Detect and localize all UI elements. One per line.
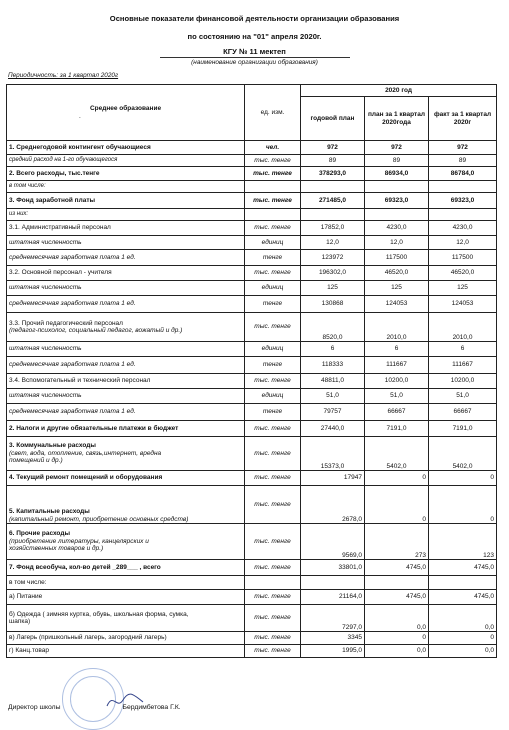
row-q1-fact: 51,0 [429, 389, 497, 404]
organization-underline [160, 57, 350, 58]
row-label: 3.4. Вспомогательный и технический персонал [7, 374, 245, 389]
row-annual-plan [301, 576, 365, 590]
row-label: 2. Налоги и другие обязательные платежи в бюджет [7, 421, 245, 437]
director-name: Бердимбетова Г.К. [122, 704, 181, 711]
row-q1-plan [365, 576, 429, 590]
row-unit: чел. [245, 141, 301, 155]
row-q1-plan: 5402,0 [365, 437, 429, 471]
header-education [7, 85, 245, 141]
row-label: в том числе: [7, 576, 245, 590]
row-unit: тыс. тенге [245, 421, 301, 437]
row-q1-plan: 4230,0 [365, 221, 429, 236]
table-row [7, 167, 497, 181]
row-unit: тыс. тенге [245, 266, 301, 281]
table-row [7, 281, 497, 296]
row-unit: тенге [245, 250, 301, 266]
organization-caption: (наименование организации образования) [191, 59, 318, 66]
signature-line [8, 704, 181, 711]
row-annual-plan: 118333 [301, 357, 365, 374]
row-q1-fact: 7191,0 [429, 421, 497, 437]
row-q1-plan: 7191,0 [365, 421, 429, 437]
table-row [7, 524, 497, 560]
header-education-label: Среднее образование [89, 105, 162, 113]
row-q1-plan: 2010,0 [365, 313, 429, 342]
row-annual-plan: 271485,0 [301, 193, 365, 209]
row-label-main: б) Одежда ( зимняя куртка, обувь, школьная форма, сумка, [9, 610, 189, 618]
table-row [7, 155, 497, 167]
row-q1-fact: 125 [429, 281, 497, 296]
row-label: 3.1. Административный персонал [7, 221, 245, 236]
table-row [7, 560, 497, 576]
row-unit [245, 209, 301, 221]
table-row [7, 632, 497, 645]
row-label-detail: (педагог-психолог, социальный педагог, вожатый и др.) [9, 327, 183, 334]
row-annual-plan: 196302,0 [301, 266, 365, 281]
table-row [7, 221, 497, 236]
row-unit: тыс. тенге [245, 313, 301, 342]
row-q1-fact: 0 [429, 471, 497, 486]
row-label [7, 524, 245, 560]
row-label: среднемесячная заработная плата 1 ед. [7, 296, 245, 313]
table-row [7, 374, 497, 389]
row-q1-plan: 0 [365, 632, 429, 645]
row-label-main: 3.3. Прочий педагогический персонал [9, 319, 123, 327]
row-q1-fact: 2010,0 [429, 313, 497, 342]
header-q1-plan: план за 1 квартал 2020года [365, 97, 429, 141]
row-q1-fact [429, 209, 497, 221]
row-q1-plan: 0,0 [365, 605, 429, 632]
row-unit: тыс. тенге [245, 437, 301, 471]
row-q1-plan: 6 [365, 342, 429, 357]
row-annual-plan: 123972 [301, 250, 365, 266]
header-unit: ед. изм. [245, 85, 301, 141]
row-q1-fact: 4745,0 [429, 590, 497, 605]
row-q1-fact: 972 [429, 141, 497, 155]
row-unit: тенге [245, 404, 301, 421]
row-q1-fact: 124053 [429, 296, 497, 313]
row-label: 3. Фонд заработной платы [7, 193, 245, 209]
table-row [7, 193, 497, 209]
row-q1-fact: 10200,0 [429, 374, 497, 389]
row-annual-plan: 15373,0 [301, 437, 365, 471]
row-label-main: 6. Прочие расходы [9, 530, 70, 538]
row-label-main: 5. Капитальные расходы [9, 508, 90, 516]
row-unit [245, 181, 301, 193]
row-unit: тыс. тенге [245, 560, 301, 576]
row-label: средний расход на 1-го обучающегося [7, 155, 245, 167]
row-label [7, 437, 245, 471]
row-q1-plan: 125 [365, 281, 429, 296]
row-q1-plan: 111667 [365, 357, 429, 374]
table-row [7, 357, 497, 374]
row-annual-plan: 27440,0 [301, 421, 365, 437]
row-q1-fact: 123 [429, 524, 497, 560]
row-label: в том числе: [7, 181, 245, 193]
row-label: 4. Текущий ремонт помещений и оборудования [7, 471, 245, 486]
table-row [7, 471, 497, 486]
row-annual-plan: 972 [301, 141, 365, 155]
row-label: а) Питание [7, 590, 245, 605]
row-unit: тыс. тенге [245, 524, 301, 560]
row-q1-plan: 124053 [365, 296, 429, 313]
table-row [7, 266, 497, 281]
report-title: Основные показатели финансовой деятельности организации образования [109, 14, 400, 23]
table-row [7, 250, 497, 266]
row-q1-plan [365, 181, 429, 193]
row-annual-plan: 7297,0 [301, 605, 365, 632]
row-label: 7. Фонд всеобуча, кол-во детей _289___ , всего [7, 560, 245, 576]
row-label: 1. Среднегодовой контингент обучающиеся [7, 141, 245, 155]
table-row [7, 645, 497, 658]
row-unit: тыс. тенге [245, 167, 301, 181]
row-label: г) Канц.товар [7, 645, 245, 658]
row-q1-plan: 69323,0 [365, 193, 429, 209]
table-row [7, 605, 497, 632]
row-unit: тыс. тенге [245, 193, 301, 209]
row-q1-plan: 4745,0 [365, 560, 429, 576]
table-row [7, 576, 497, 590]
row-label-detail: (капитальный ремонт, приобретение основных средств) [9, 515, 189, 523]
row-q1-fact: 4230,0 [429, 221, 497, 236]
row-q1-plan: 4745,0 [365, 590, 429, 605]
row-q1-plan: 46520,0 [365, 266, 429, 281]
row-annual-plan: 3345 [301, 632, 365, 645]
row-label: штатная численность [7, 236, 245, 250]
header-education-sub: . [79, 112, 81, 120]
row-unit: тыс. тенге [245, 374, 301, 389]
row-annual-plan: 33801,0 [301, 560, 365, 576]
row-annual-plan: 17947 [301, 471, 365, 486]
table-row [7, 421, 497, 437]
row-annual-plan: 9569,0 [301, 524, 365, 560]
row-label [7, 605, 245, 632]
table-row [7, 209, 497, 221]
row-label: в) Лагерь (пришкольный лагерь, загородний лагерь) [7, 632, 245, 645]
row-label: штатная численность [7, 389, 245, 404]
financial-indicators-table [6, 84, 497, 658]
row-unit: тыс. тенге [245, 645, 301, 658]
row-label-main: 3. Коммунальные расходы [9, 442, 96, 450]
row-q1-plan: 972 [365, 141, 429, 155]
row-q1-fact: 86784,0 [429, 167, 497, 181]
row-unit: тыс. тенге [245, 632, 301, 645]
row-unit: единиц [245, 342, 301, 357]
table-row [7, 236, 497, 250]
row-annual-plan: 125 [301, 281, 365, 296]
table-row [7, 404, 497, 421]
row-annual-plan: 17852,0 [301, 221, 365, 236]
table-row [7, 486, 497, 524]
row-label [7, 313, 245, 342]
row-label: среднемесячная заработная плата 1 ед. [7, 404, 245, 421]
row-q1-plan [365, 209, 429, 221]
row-q1-plan: 273 [365, 524, 429, 560]
row-q1-plan: 0,0 [365, 645, 429, 658]
row-label-detail-2: помещений и др.) [9, 457, 63, 465]
row-q1-fact: 12,0 [429, 236, 497, 250]
row-label: из них: [7, 209, 245, 221]
table-row [7, 296, 497, 313]
table-row [7, 389, 497, 404]
table-row [7, 342, 497, 357]
row-q1-plan: 12,0 [365, 236, 429, 250]
row-label-detail: шапка) [9, 618, 31, 625]
header-q1-fact: факт за 1 квартал 2020г [429, 97, 497, 141]
row-annual-plan: 12,0 [301, 236, 365, 250]
row-q1-fact: 0,0 [429, 645, 497, 658]
row-unit: тыс. тенге [245, 605, 301, 632]
director-role: Директор школы [8, 704, 61, 711]
row-unit: тенге [245, 357, 301, 374]
row-q1-plan: 86934,0 [365, 167, 429, 181]
row-annual-plan [301, 209, 365, 221]
row-annual-plan: 8520,0 [301, 313, 365, 342]
row-q1-fact: 69323,0 [429, 193, 497, 209]
report-date: по состоянию на "01" апреля 2020г. [187, 32, 322, 41]
row-annual-plan: 48811,0 [301, 374, 365, 389]
row-q1-fact: 0 [429, 486, 497, 524]
row-annual-plan: 79757 [301, 404, 365, 421]
row-annual-plan: 130868 [301, 296, 365, 313]
table-row [7, 141, 497, 155]
row-q1-fact: 5402,0 [429, 437, 497, 471]
row-q1-plan: 66667 [365, 404, 429, 421]
row-unit: тыс. тенге [245, 486, 301, 524]
row-q1-plan: 51,0 [365, 389, 429, 404]
row-q1-fact: 0 [429, 632, 497, 645]
row-q1-fact: 89 [429, 155, 497, 167]
row-unit: единиц [245, 389, 301, 404]
row-q1-fact: 111667 [429, 357, 497, 374]
row-label: 3.2. Основной персонал - учителя [7, 266, 245, 281]
row-annual-plan: 2678,0 [301, 486, 365, 524]
row-q1-fact: 46520,0 [429, 266, 497, 281]
row-q1-fact: 4745,0 [429, 560, 497, 576]
row-q1-plan: 0 [365, 471, 429, 486]
row-q1-fact: 66667 [429, 404, 497, 421]
row-label: среднемесячная заработная плата 1 ед. [7, 357, 245, 374]
row-annual-plan: 1995,0 [301, 645, 365, 658]
row-annual-plan: 89 [301, 155, 365, 167]
row-annual-plan: 6 [301, 342, 365, 357]
row-annual-plan: 21164,0 [301, 590, 365, 605]
row-label: штатная численность [7, 281, 245, 296]
header-annual-plan: годовой план [301, 97, 365, 141]
row-unit: тыс. тенге [245, 590, 301, 605]
row-unit: единиц [245, 281, 301, 296]
row-q1-fact: 117500 [429, 250, 497, 266]
row-unit: тенге [245, 296, 301, 313]
table-row [7, 181, 497, 193]
table-row [7, 437, 497, 471]
row-q1-plan: 0 [365, 486, 429, 524]
row-annual-plan: 51,0 [301, 389, 365, 404]
row-q1-fact [429, 181, 497, 193]
row-label: среднемесячная заработная плата 1 ед. [7, 250, 245, 266]
row-unit: тыс. тенге [245, 221, 301, 236]
row-label-detail: (приобретение литературы, канцелярских и [9, 537, 149, 545]
periodicity-label: Периодичность: за 1 квартал 2020г [8, 72, 119, 79]
row-unit: тыс. тенге [245, 471, 301, 486]
row-unit [245, 576, 301, 590]
table-row [7, 590, 497, 605]
row-q1-plan: 10200,0 [365, 374, 429, 389]
row-unit: тыс. тенге [245, 155, 301, 167]
row-label: штатная численность [7, 342, 245, 357]
row-annual-plan [301, 181, 365, 193]
row-unit: единиц [245, 236, 301, 250]
row-q1-plan: 117500 [365, 250, 429, 266]
table-row [7, 313, 497, 342]
row-label: 2. Всего расходы, тыс.тенге [7, 167, 245, 181]
row-label-detail: (свет, вода, отопление, связь,интернет, вредна [9, 449, 162, 457]
row-q1-fact: 6 [429, 342, 497, 357]
row-label [7, 486, 245, 524]
row-q1-fact [429, 576, 497, 590]
row-q1-plan: 89 [365, 155, 429, 167]
organization-name: КГУ № 11 мектеп [223, 47, 286, 56]
row-q1-fact: 0,0 [429, 605, 497, 632]
row-label-detail-2: хозяйственных товаров и др.) [9, 545, 104, 553]
row-annual-plan: 378293,0 [301, 167, 365, 181]
header-year: 2020 год [301, 85, 497, 97]
